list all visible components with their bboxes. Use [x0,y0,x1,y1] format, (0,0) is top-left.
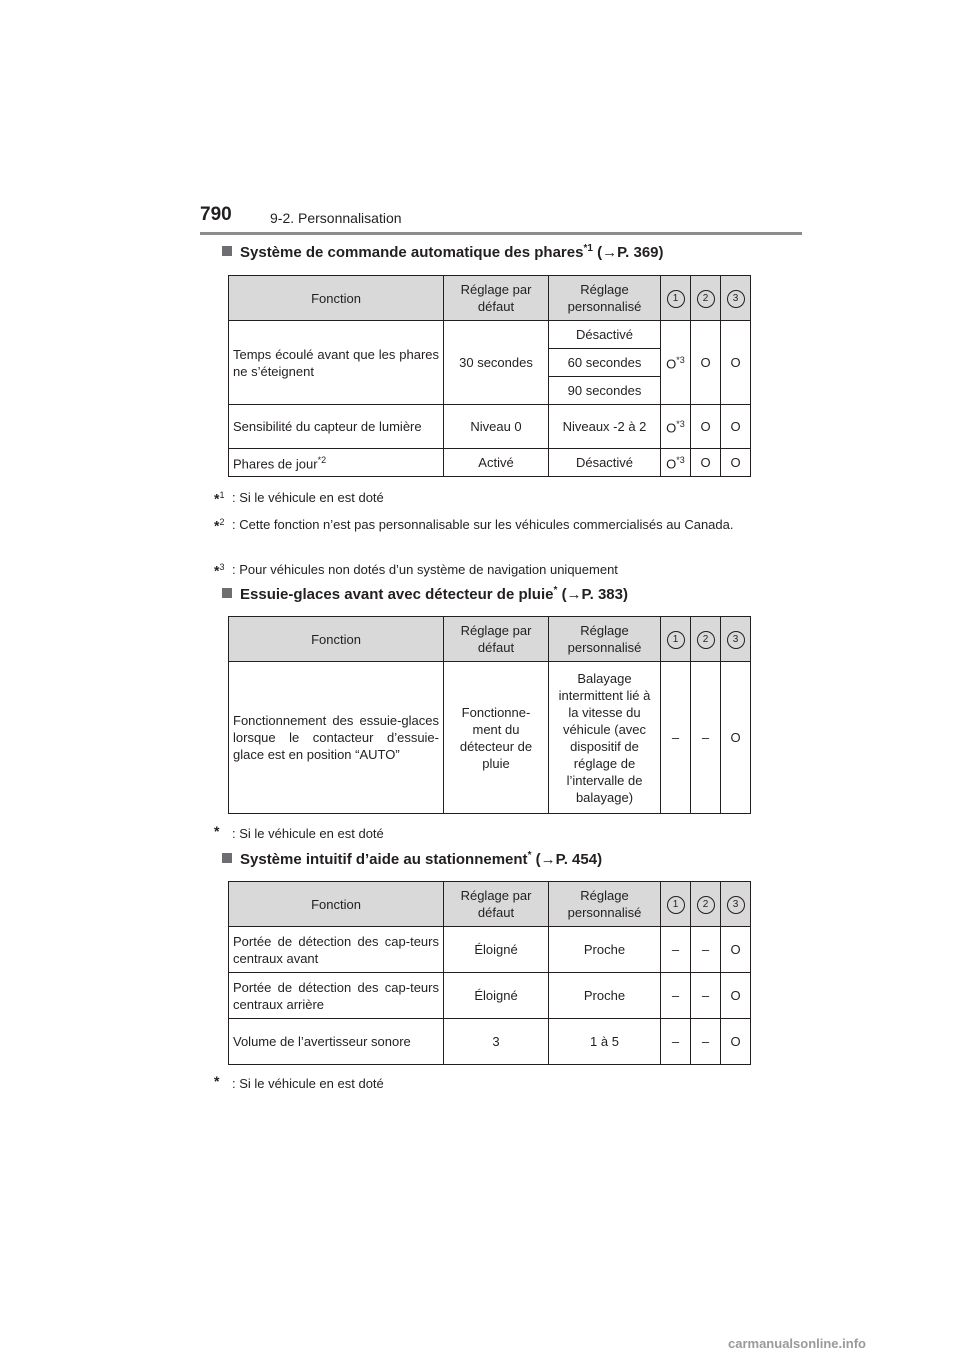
cell-default: 30 secondes [444,321,549,405]
column-header-3 [721,617,751,662]
table-header-row [229,882,751,927]
column-header-2 [691,617,721,662]
cell-function: Portée de détection des cap-teurs centraux avant [229,927,444,973]
column-header-custom: Réglage personnalisé [549,617,661,662]
column-header-function: Fonction [229,617,444,662]
square-bullet-icon [222,246,232,256]
column-header-function: Fonction [229,882,444,927]
circled-2-icon: 2 [697,290,715,308]
footnote-3: *$^3$ : Pour véhicules non dotés d’un système de navigation uniquement [214,562,618,579]
wipers-settings-table [228,616,751,814]
section-heading-headlights: Système de commande automatique des phares$^{*1}$ (→P. 369) [222,243,664,261]
column-header-custom: Réglage personnalisé [549,276,661,321]
page-reference: (→P. 369) [597,244,664,261]
footnote-parking: * : Si le véhicule en est doté [214,1073,384,1091]
chapter-title: 9-2. Personnalisation [270,210,402,226]
column-header-1 [661,276,691,321]
cell-col3: O [721,662,751,814]
cell-default: Éloigné [444,927,549,973]
circled-1-icon: 1 [667,631,685,649]
cell-option: 90 secondes [549,377,661,405]
table-header-row [229,276,751,321]
cell-custom: Niveaux -2 à 2 [549,405,661,449]
cell-option: Désactivé [549,321,661,349]
cell-custom: Proche [549,927,661,973]
cell-col2: O [691,405,721,449]
circled-3-icon: 3 [727,290,745,308]
circled-2-icon: 2 [697,631,715,649]
cell-col1: $O^{*3}$ [661,321,691,405]
cell-col2: – [691,662,721,814]
circled-3-icon: 3 [727,631,745,649]
cell-custom: Balayage intermittent lié à la vitesse du véhicule (avec dispositif de réglage de l’intervalle de balayage) [549,662,661,814]
column-header-3 [721,882,751,927]
column-header-default: Réglage par défaut [444,276,549,321]
cell-default: Activé [444,449,549,477]
cell-custom: Proche [549,973,661,1019]
cell-function: Phares de jour$^{*2}$ [229,449,444,477]
table-row [229,449,751,477]
column-header-custom: Réglage personnalisé [549,882,661,927]
column-header-3 [721,276,751,321]
cell-col1: – [661,662,691,814]
table-row [229,927,751,973]
cell-col3: O [721,927,751,973]
cell-col1: – [661,1019,691,1065]
page-reference: (→P. 383) [561,586,628,603]
cell-col1: $O^{*3}$ [661,405,691,449]
square-bullet-icon [222,853,232,863]
table-header-row [229,617,751,662]
cell-function: Sensibilité du capteur de lumière [229,405,444,449]
parking-settings-table [228,881,751,1065]
table-row [229,1019,751,1065]
cell-function: Fonctionnement des essuie-glaces lorsque le contacteur d’essuie-glace est en position “AUTO” [229,662,444,814]
circled-1-icon: 1 [667,896,685,914]
column-header-function: Fonction [229,276,444,321]
footnote-wipers: * : Si le véhicule en est doté [214,823,384,841]
column-header-1 [661,882,691,927]
cell-col1: $O^{*3}$ [661,449,691,477]
cell-col3: O [721,973,751,1019]
cell-col3: O [721,321,751,405]
column-header-2 [691,882,721,927]
column-header-2 [691,276,721,321]
table-row [229,405,751,449]
header-rule [200,232,802,235]
page-reference: (→P. 454) [535,851,603,868]
circled-3-icon: 3 [727,896,745,914]
watermark: carmanualsonline.info [728,1336,866,1351]
cell-function: Volume de l’avertisseur sonore [229,1019,444,1065]
cell-col2: O [691,321,721,405]
cell-col1: – [661,927,691,973]
cell-col3: O [721,1019,751,1065]
square-bullet-icon [222,588,232,598]
cell-col2: O [691,449,721,477]
footnote-1: *$^1$ : Si le véhicule en est doté [214,490,384,507]
cell-function: Temps écoulé avant que les phares ne s’éteignent [229,321,444,405]
column-header-default: Réglage par défaut [444,617,549,662]
table-row [229,973,751,1019]
cell-default: Éloigné [444,973,549,1019]
page-number: 790 [200,204,232,225]
cell-col2: – [691,1019,721,1065]
column-header-1 [661,617,691,662]
table-row [229,321,751,349]
section-heading-parking: Système intuitif d’aide au stationnement* (→P. 454) [222,850,602,868]
circled-1-icon: 1 [667,290,685,308]
table-row [229,662,751,814]
headlights-settings-table [228,275,751,477]
cell-custom: 1 à 5 [549,1019,661,1065]
cell-default: Niveau 0 [444,405,549,449]
cell-col2: – [691,973,721,1019]
cell-col3: O [721,405,751,449]
column-header-default: Réglage par défaut [444,882,549,927]
cell-col3: O [721,449,751,477]
cell-col1: – [661,973,691,1019]
cell-default: 3 [444,1019,549,1065]
cell-function: Portée de détection des cap-teurs centraux arrière [229,973,444,1019]
footnote-2: *$^2$ : Cette fonction n’est pas personnalisable sur les véhicules commercialisés au Canada. [214,517,734,534]
cell-option: 60 secondes [549,349,661,377]
cell-col2: – [691,927,721,973]
circled-2-icon: 2 [697,896,715,914]
cell-default: Fonctionne-ment du détecteur de pluie [444,662,549,814]
section-heading-wipers: Essuie-glaces avant avec détecteur de pluie* (→P. 383) [222,585,628,603]
cell-custom: Désactivé [549,449,661,477]
